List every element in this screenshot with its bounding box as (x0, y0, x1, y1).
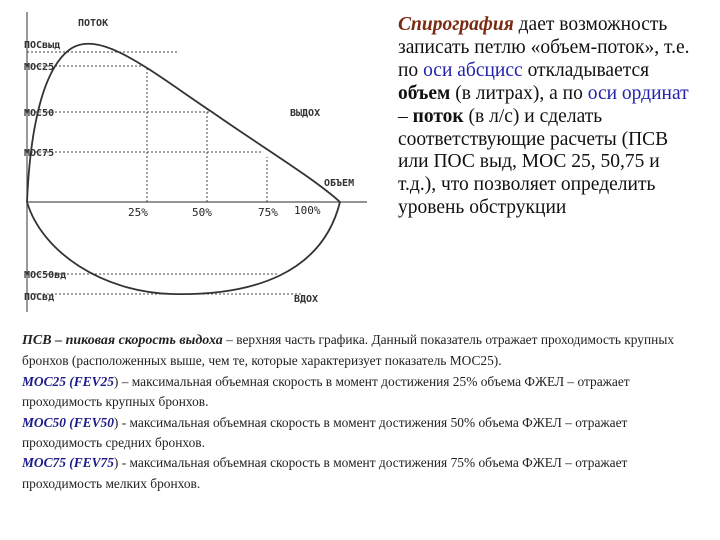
tick-50: 50% (192, 206, 212, 219)
intro-part4: – (398, 105, 413, 127)
intro-part5: (в л/с) и сделать соответствующие расчеты (ПСВ или ПОС выд, МОС 25, 50,75 и т.д.), что позволяет определить уровень обструкции (398, 105, 669, 219)
intro-part2: откладывается (522, 59, 650, 81)
note-mos75 (22, 453, 702, 494)
note-mos75-tail: ) (113, 455, 119, 471)
notes-block (22, 330, 702, 494)
intro-flow: поток (412, 105, 464, 127)
note-mos25-text: – максимальная объемная скорость в момент достижения 25% объема ФЖЕЛ – отражает проходимость крупных бронхов. (22, 373, 630, 410)
label-mos25: МОС25 (24, 62, 55, 73)
note-mos25-term: МОС25 (FEV25 (22, 373, 114, 389)
note-psv-text: – верхняя часть графика. Данный показатель отражает проходимость крупных бронхов (расположенных выше, чем те, которые характеризует показатель МОС25). (22, 332, 675, 369)
intro-ordinate: оси ординат (587, 82, 689, 104)
label-volume: ОБЪЕМ (324, 178, 355, 189)
label-mos50: МОС50 (24, 108, 55, 119)
label-inhale: ВДОХ (294, 294, 319, 305)
intro-volume: объем (398, 82, 451, 104)
label-pos-out: ПОСвыд (24, 40, 61, 51)
note-mos75-text: - максимальная объемная скорость в момент достижения 75% объема ФЖЕЛ – отражает проходимость мелких бронхов. (22, 455, 628, 491)
note-mos50 (22, 413, 702, 454)
diagram-background (22, 12, 372, 312)
note-mos50-text: - максимальная объемная скорость в момент достижения 50% объема ФЖЕЛ – отражает проходимость средних бронхов. (22, 414, 628, 451)
label-pos-in: ПОСвд (24, 292, 55, 303)
note-mos50-term: МОС50 (FEV50 (22, 414, 114, 430)
tick-100: 100% (294, 204, 321, 217)
label-exhale: ВЫДОХ (290, 108, 321, 119)
note-psv (22, 330, 702, 372)
flow-volume-svg (22, 12, 372, 312)
note-mos25-tail: ) (113, 373, 119, 389)
flow-volume-diagram (22, 12, 372, 312)
label-mos75: МОС75 (24, 148, 55, 159)
tick-75: 75% (258, 206, 278, 219)
y-axis-label: ПОТОК (78, 18, 109, 29)
intro-text (398, 14, 690, 220)
note-mos50-tail: ) (113, 414, 119, 430)
note-mos75-term: МОС75 (FEV75 (22, 455, 114, 471)
intro-abscissa: оси абсцисс (423, 59, 523, 81)
note-mos25 (22, 372, 702, 413)
note-psv-term: ПСВ – пиковая скорость выдоха (22, 333, 223, 348)
intro-part3: (в литрах), а по (450, 82, 588, 104)
label-mos50-in: МОС50вд (24, 270, 67, 281)
tick-25: 25% (128, 206, 148, 219)
intro-title: Спирография (398, 14, 514, 35)
intro-part1: дает возможность записать петлю «объем-поток», т.е. по (398, 14, 690, 81)
